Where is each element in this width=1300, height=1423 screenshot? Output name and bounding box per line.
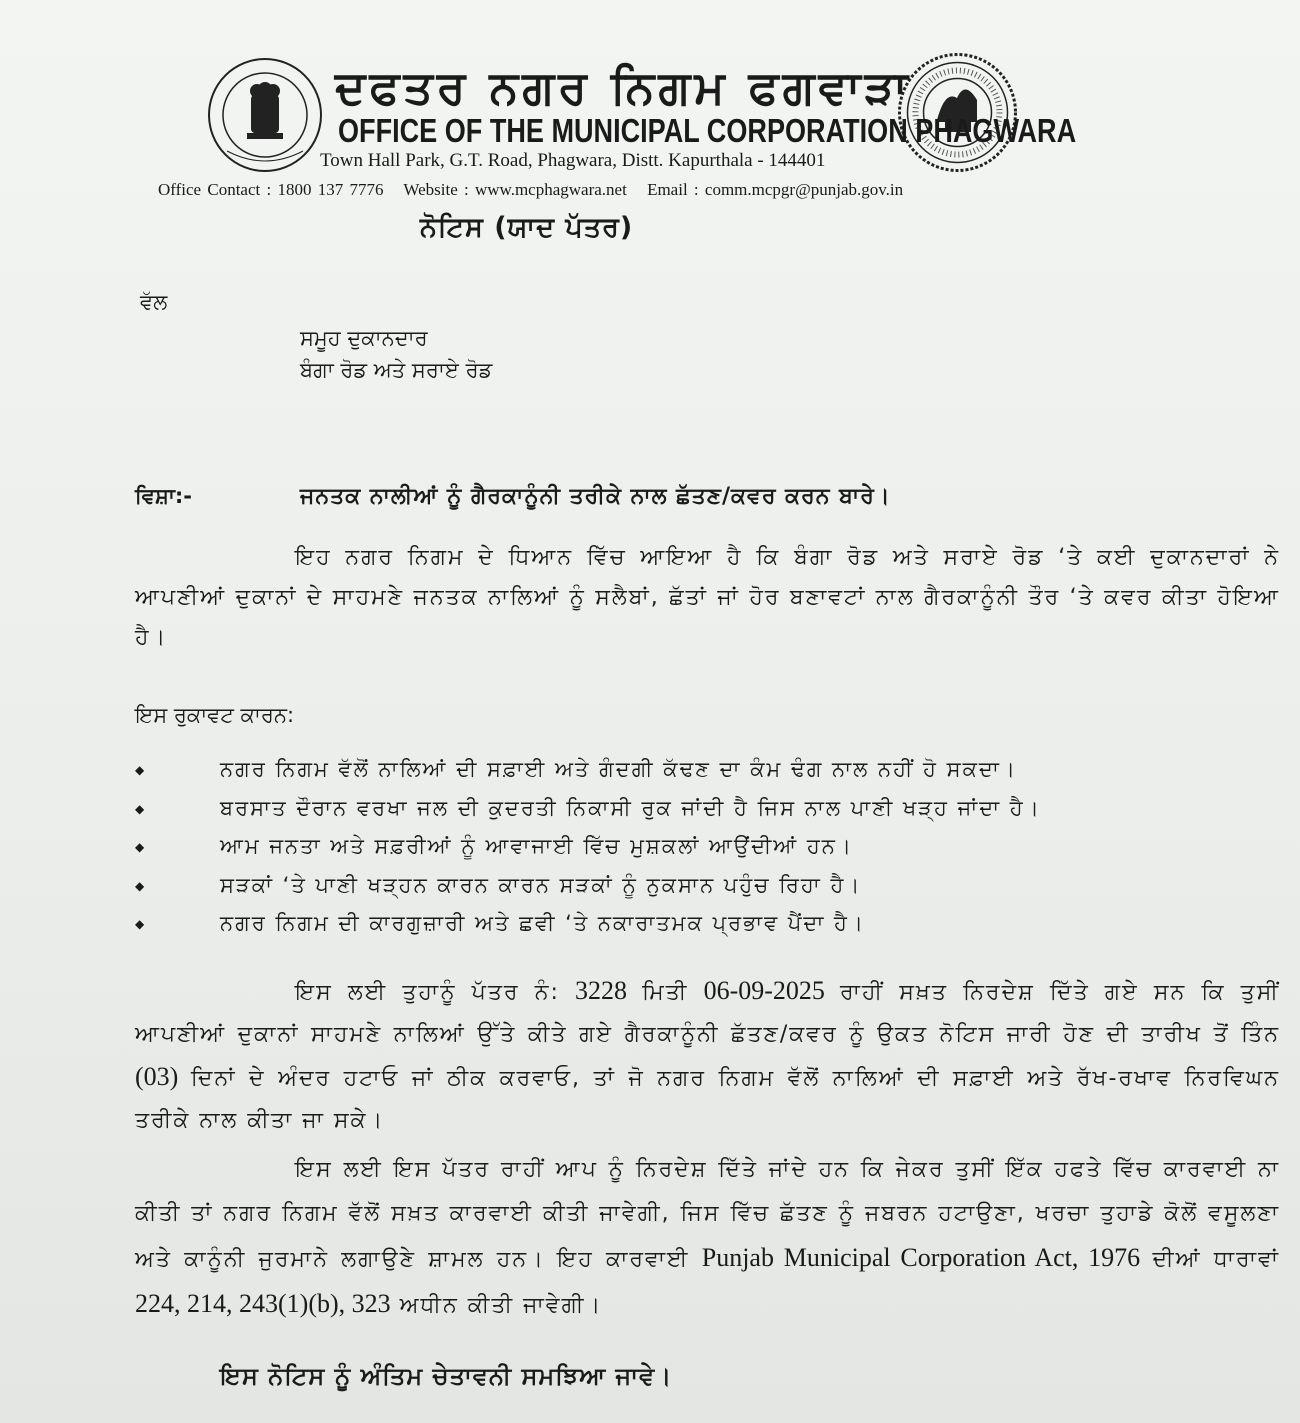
email-text: Email : comm.mcpgr@punjab.gov.in bbox=[647, 180, 904, 199]
to-label: ਵੱਲ bbox=[140, 290, 168, 314]
addressee-line-1: ਸਮੂਹ ਦੁਕਾਨਦਾਰ bbox=[300, 326, 428, 350]
p2-text-1: ਇਸ ਲਈ ਤੁਹਾਨੂੰ ਪੱਤਰ ਨੰ: bbox=[295, 980, 576, 1005]
list-item bbox=[135, 873, 1235, 912]
bullet-icon: ◆ bbox=[135, 917, 147, 931]
act-sections: 224, 214, 243(1)(b), 323 bbox=[135, 1289, 391, 1318]
bullet-icon: ◆ bbox=[135, 840, 147, 854]
govt-punjab-seal-icon bbox=[205, 55, 325, 175]
list-item bbox=[135, 911, 1235, 950]
letter-number: 3228 bbox=[575, 976, 628, 1005]
addressee-block bbox=[300, 322, 492, 386]
list-item bbox=[135, 796, 1235, 835]
p2-text-4: ਦਿਨਾਂ ਦੇ ਅੰਦਰ ਹਟਾਓ ਜਾਂ ਠੀਕ ਕਰਵਾਓ, ਤਾਂ ਜੋ ਨਗਰ ਨਿਗਮ ਵੱਲੋਂ ਨਾਲਿਆਂ ਦੀ ਸਫ਼ਾਈ ਅਤੇ ਰੱਖ-ਰਖਾਵ ਨਿਰਵਿਘਨ ਤਰੀਕੇ ਨਾਲ ਕੀਤਾ ਜਾ ਸਕੇ। bbox=[135, 1066, 1280, 1133]
subject-label: ਵਿਸ਼ਾ:- bbox=[135, 484, 193, 508]
p2-text-3: ਰਾਹੀਂ ਸਖ਼ਤ ਨਿਰਦੇਸ਼ ਦਿੱਤੇ ਗਏ ਸਨ ਕਿ ਤੁਸੀਂ ਆਪਣੀਆਂ ਦੁਕਾਨਾਂ ਸਾਹਮਣੇ ਨਾਲਿਆਂ ਉੱਤੇ ਕੀਤੇ ਗਏ ਗੈਰਕਾਨੂੰਨੀ ਛੱਤਣ/ਕਵਰ ਨੂੰ ਉਕਤ ਨੋਟਿਸ ਜਾਰੀ ਹੋਣ ਦੀ ਤਾਰੀਖ ਤੋਂ ਤਿੰਨ bbox=[135, 980, 1281, 1047]
bullet-text: ਨਗਰ ਨਿਗਮ ਵੱਲੋਂ ਨਾਲਿਆਂ ਦੀ ਸਫ਼ਾਈ ਅਤੇ ਗੰਦਗੀ ਕੱਢਣ ਦਾ ਕੰਮ ਢੰਗ ਨਾਲ ਨਹੀਂ ਹੋ ਸਕਦਾ। bbox=[220, 757, 1017, 781]
paragraph-previous-letter bbox=[135, 970, 1280, 1142]
bullet-text: ਆਮ ਜਨਤਾ ਅਤੇ ਸਫ਼ਰੀਆਂ ਨੂੰ ਆਵਾਜਾਈ ਵਿੱਚ ਮੁਸ਼ਕਲਾਂ ਆਉਂਦੀਆਂ ਹਨ। bbox=[220, 834, 854, 858]
paragraph-action-warning bbox=[135, 1148, 1280, 1328]
bullet-list bbox=[135, 757, 1235, 950]
p3-text-2: ਦੀਆਂ ਧਾਰਾਵਾਂ bbox=[1140, 1247, 1280, 1272]
final-warning: ਇਸ ਨੋਟਿਸ ਨੂੰ ਅੰਤਿਮ ਚੇਤਾਵਨੀ ਸਮਝਿਆ ਜਾਵੇ। bbox=[220, 1362, 673, 1390]
notice-title: ਨੋਟਿਸ (ਯਾਦ ਪੱਤਰ) bbox=[420, 212, 634, 243]
bullet-text: ਨਗਰ ਨਿਗਮ ਦੀ ਕਾਰਗੁਜ਼ਾਰੀ ਅਤੇ ਛਵੀ ‘ਤੇ ਨਕਾਰਾਤਮਕ ਪ੍ਰਭਾਵ ਪੈਂਦਾ ਹੈ। bbox=[220, 911, 866, 935]
office-title-english: OFFICE OF THE MUNICIPAL CORPORATION PHAGWARA bbox=[338, 112, 1077, 149]
office-title-punjabi: ਦਫਤਰ ਨਗਰ ਨਿਗਮ ਫਗਵਾੜਾ bbox=[335, 60, 912, 114]
bullet-icon: ◆ bbox=[135, 878, 147, 893]
paragraph-intro: ਇਹ ਨਗਰ ਨਿਗਮ ਦੇ ਧਿਆਨ ਵਿੱਚ ਆਇਆ ਹੈ ਕਿ ਬੰਗਾ ਰੋਡ ਅਤੇ ਸਰਾਏ ਰੋਡ ‘ਤੇ ਕਈ ਦੁਕਾਨਦਾਰਾਂ ਨੇ ਆਪਣੀਆਂ ਦੁਕਾਨਾਂ ਦੇ ਸਾਹਮਣੇ ਜਨਤਕ ਨਾਲਿਆਂ ਨੂੰ ਸਲੈਬਾਂ, ਛੱਤਾਂ ਜਾਂ ਹੋਰ ਬਣਾਵਟਾਂ ਨਾਲ ਗੈਰਕਾਨੂੰਨੀ ਤੌਰ ‘ਤੇ ਕਵਰ ਕੀਤਾ ਹੋਇਆ ਹੈ। bbox=[135, 545, 1280, 650]
p3-text-1: ਇਸ ਲਈ ਇਸ ਪੱਤਰ ਰਾਹੀਂ ਆਪ ਨੂੰ ਨਿਰਦੇਸ਼ ਦਿੱਤੇ ਜਾਂਦੇ ਹਨ ਕਿ ਜੇਕਰ ਤੁਸੀਂ ਇੱਕ ਹਫਤੇ ਵਿੱਚ ਕਾਰਵਾਈ ਨਾ ਕੀਤੀ ਤਾਂ ਨਗਰ ਨਿਗਮ ਵੱਲੋਂ ਸਖ਼ਤ ਕਾਰਵਾਈ ਕੀਤੀ ਜਾਵੇਗੀ, ਜਿਸ ਵਿੱਚ ਛੱਤਣ ਨੂੰ ਜਬਰਨ ਹਟਾਉਣਾ, ਖਰਚਾ ਤੁਹਾਡੇ ਕੋਲੋਂ ਵਸੂਲਣਾ ਅਤੇ ਕਾਨੂੰਨੀ ਜੁਰਮਾਨੇ ਲਗਾਉਣੇ ਸ਼ਾਮਲ ਹਨ। ਇਹ ਕਾਰਵਾਈ bbox=[135, 1157, 1280, 1272]
office-contact: Office Contact : 1800 137 7776 bbox=[158, 180, 384, 199]
cause-label: ਇਸ ਰੁਕਾਵਟ ਕਾਰਨ: bbox=[135, 703, 295, 727]
list-item bbox=[135, 757, 1235, 796]
p3-text-3: ਅਧੀਨ ਕੀਤੀ ਜਾਵੇਗੀ। bbox=[390, 1293, 603, 1318]
bullet-icon: ◆ bbox=[135, 801, 147, 816]
p2-text-2: ਮਿਤੀ bbox=[627, 980, 704, 1005]
addressee-line-2: ਬੰਗਾ ਰੋਡ ਅਤੇ ਸਰਾਏ ਰੋਡ bbox=[300, 358, 493, 382]
office-address: Town Hall Park, G.T. Road, Phagwara, Distt. Kapurthala - 144401 bbox=[320, 150, 826, 171]
bullet-text: ਸੜਕਾਂ ‘ਤੇ ਪਾਣੀ ਖੜ੍ਹਨ ਕਾਰਨ ਕਾਰਨ ਸੜਕਾਂ ਨੂੰ ਨੁਕਸਾਨ ਪਹੁੰਚ ਰਿਹਾ ਹੈ। bbox=[220, 872, 862, 897]
website-text: Website : www.mcphagwara.net bbox=[403, 180, 627, 199]
bullet-text: ਬਰਸਾਤ ਦੌਰਾਨ ਵਰਖਾ ਜਲ ਦੀ ਕੁਦਰਤੀ ਨਿਕਾਸੀ ਰੁਕ ਜਾਂਦੀ ਹੈ ਜਿਸ ਨਾਲ ਪਾਣੀ ਖੜ੍ਹ ਜਾਂਦਾ ਹੈ। bbox=[220, 795, 1041, 820]
letter-date: 06-09-2025 bbox=[703, 976, 825, 1005]
subject-text: ਜਨਤਕ ਨਾਲੀਆਂ ਨੂੰ ਗੈਰਕਾਨੂੰਨੀ ਤਰੀਕੇ ਨਾਲ ਛੱਤਣ/ਕਵਰ ਕਰਨ ਬਾਰੇ। bbox=[300, 484, 891, 509]
list-item bbox=[135, 834, 1235, 873]
days-count: (03) bbox=[135, 1062, 179, 1091]
bullet-icon: ◆ bbox=[135, 763, 147, 777]
contact-line bbox=[158, 180, 1158, 200]
act-name: Punjab Municipal Corporation Act, 1976 bbox=[701, 1243, 1141, 1272]
